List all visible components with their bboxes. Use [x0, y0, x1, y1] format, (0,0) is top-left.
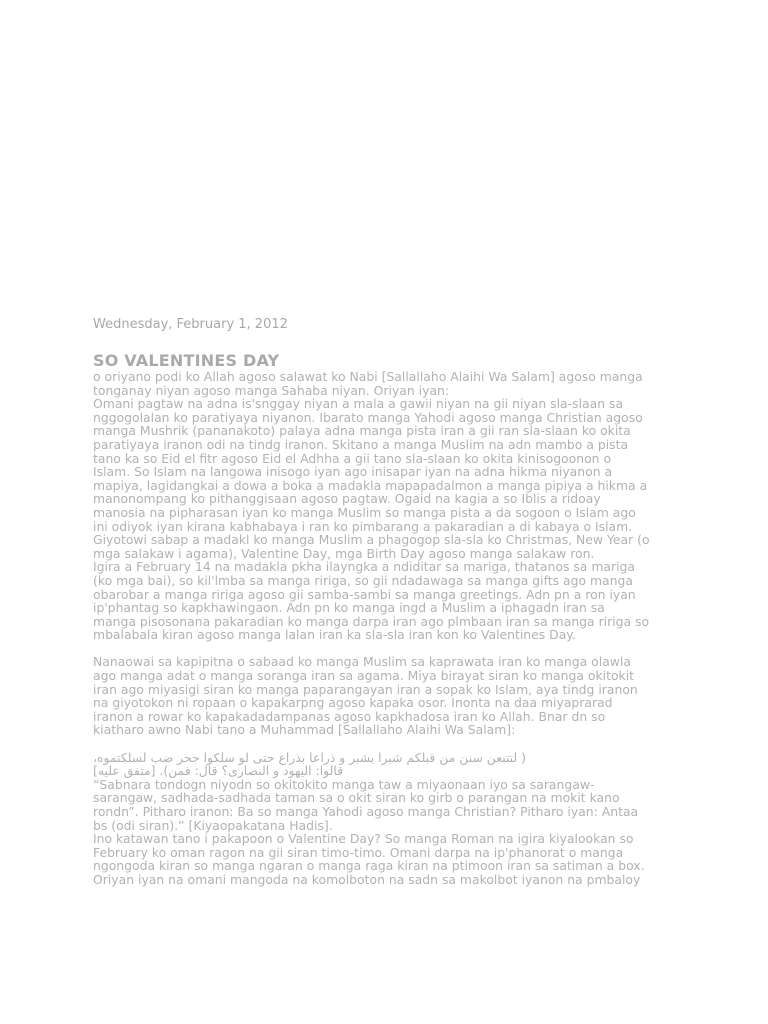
text-line: Nanaowai sa kapipitna o sabaad ko manga Muslim sa kaprawata iran ko manga olawla	[93, 654, 631, 670]
blog-post	[93, 316, 683, 887]
text-line: paratiyaya iranon odi na tindg iranon. Skitano a manga Muslim na adn mambo a pista	[93, 436, 629, 452]
text-line: manga Mushrik (pananakoto) palaya adna manga pista iran a gii ran sla-slaan ko okita	[93, 423, 631, 439]
text-line: Igira a February 14 na madakla pkha ilayngka a ndiditar sa mariga, thatanos sa mariga	[93, 559, 635, 575]
text-line: nggogolalan ko paratiyaya niyanon. Ibarato manga Yahodi agoso manga Christian agoso	[93, 409, 643, 425]
text-line: Oriyan iyan na omani mangoda na komolboton na sadn sa makolbot iyanon na pmbaloy	[93, 871, 641, 887]
text-line: Islam. So Islam na langowa inisogo iyan ago inisapar iyan na adna hikma niyanon a	[93, 464, 613, 480]
text-line: manga pisosonana pakaradian ko manga darpa iran ago plmbaan iran sa manga ririga so	[93, 613, 650, 629]
text-line: Giyotowi sabap a madakl ko manga Muslim a phagogop sla-sla ko Christmas, New Year (o	[93, 532, 650, 548]
text-line: bs (odi siran).” [Kiyaopakatana Hadis].	[93, 817, 333, 833]
post-title: SO VALENTINES DAY	[93, 351, 280, 370]
text-line: ini odiyok iyan kirana kabhabaya i ran ko pimbarang a pakaradian a di kabaya o Islam.	[93, 518, 633, 534]
text-line: ngongoda kiran so manga ngaran o manga raga kiran na ptimoon iran sa satiman a box.	[93, 858, 645, 874]
text-line: tano ka so Eid el fitr agoso Eid el Adhha a gii tano sla-slaan ko okita kinisogoonon o	[93, 450, 612, 466]
paragraph-gap	[93, 642, 683, 656]
text-line: mga salakaw i agama), Valentine Day, mga Birth Day agoso manga salakaw ron.	[93, 545, 595, 561]
text-line: iranon a rowar ko kapakadadampanas agoso kapkhadosa iran ko Allah. Bnar dn so	[93, 708, 606, 724]
text-line: obarobar a manga ririga agoso gii samba-sambi sa manga greetings. Adn pn a ron iyan	[93, 586, 636, 602]
text-line: Omani pagtaw na adna is'snggay niyan a mala a gawii niyan na gii niyan sla-slaan sa	[93, 396, 624, 412]
text-line: ago manga adat o manga soranga iran sa agama. Miya birayat siran ko manga okitokit	[93, 668, 635, 684]
text-line: tonganay niyan agoso manga Sahaba niyan. Oriyan iyan:	[93, 382, 450, 398]
arabic-line: قالوا: اليهود و النصارى؟ قال: فمن). [متفق عليه]	[93, 763, 344, 779]
text-line: na giyotokon ni ropaan o kapakarpng agoso kapaka osor. Inonta na daa miyaprarad	[93, 695, 613, 711]
arabic-line: ( لتتبعن سنن من قبلكم شبرا بشبر و ذراعا بذراع حتى لو سلكوا جحر ضب لسلكتموه،	[93, 749, 526, 765]
text-line: kiatharo awno Nabi tano a Muhammad [Sallallaho Alaihi Wa Salam]:	[93, 722, 516, 738]
text-line: ip'phantag so kapkhawingaon. Adn pn ko manga ingd a Muslim a iphagadn iran sa	[93, 600, 605, 616]
text-line: manonompang ko pithanggisaan agoso pagtaw. Ogaid na kagia a so Iblis a ridoay	[93, 491, 601, 507]
text-line: February ko oman ragon na gii siran timo-timo. Omani darpa na ip'phanorat o manga	[93, 844, 624, 860]
text-line: sarangaw, sadhada-sadhada taman sa o okit siran ko girb o parangan na mokit kano	[93, 790, 620, 806]
text-line: rondn”. Pitharo iranon: Ba so manga Yahodi agoso manga Christian? Pitharo iyan: Antaa	[93, 804, 639, 819]
text-line: manosia na pipharasan iyan ko manga Muslim so manga pista a da sogoon o Islam ago	[93, 504, 636, 520]
paragraph-gap	[93, 737, 683, 751]
text-line: Ino katawan tano i pakapoon o Valentine Day? So manga Roman na igira kiyalookan so	[93, 831, 634, 847]
post-date: Wednesday, February 1, 2012	[93, 317, 288, 332]
text-line: o oriyano podi ko Allah agoso salawat ko Nabi [Sallallaho Alaihi Wa Salam] agoso manga	[93, 369, 643, 384]
paragraph-3	[93, 778, 683, 887]
text-line: mapiya, lagidangkai a dowa a boka a madakla mapapadalmon a manga pipiya a hikma a	[93, 477, 648, 493]
text-line: “Sabnara tondogn niyodn so okitokito manga taw a miyaonaan iyo sa sarangaw-	[93, 776, 595, 792]
text-line: (ko mga bai), so kil'lmba sa manga ririga, so gii ndadawaga sa manga gifts ago manga	[93, 572, 633, 588]
arabic-hadith	[93, 751, 683, 778]
text-line: iran ago miyasigi siran ko manga paparangayan iran a sopak ko Islam, aya tindg iranon	[93, 681, 638, 697]
paragraph-1	[93, 370, 683, 642]
paragraph-2	[93, 655, 683, 737]
post-body	[93, 370, 683, 887]
text-line: mbalabala kiran agoso manga lalan iran ka sla-sla iran kon ko Valentines Day.	[93, 627, 576, 643]
